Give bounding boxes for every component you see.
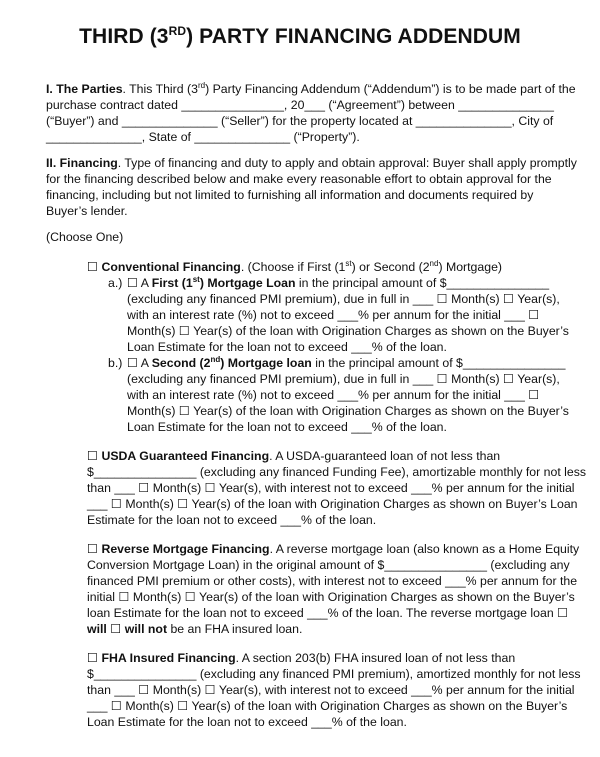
document-title: THIRD (3RD) PARTY FINANCING ADDENDUM (79, 24, 521, 48)
conventional-financing-option[interactable]: ☐ Conventional Financing. (Choose if First (1st) or Second (2nd) Mortgage) (87, 259, 503, 274)
list-marker-a: a.) (108, 276, 123, 290)
usda-line-3: than ___ ☐ Month(s) ☐ Year(s), with interest not to exceed ___% per annum for the initial (87, 481, 575, 495)
reverse-line-2: Conversion Mortgage Loan) in the original amount of $_______________ (excluding any (87, 558, 570, 572)
list-marker-b: b.) (108, 356, 123, 370)
checkbox-icon[interactable]: ☐ (87, 449, 102, 463)
first-mortgage-option[interactable]: ☐ A First (1st) Mortgage Loan in the principal amount of $_______________ (127, 275, 550, 290)
reverse-line-4: initial ☐ Month(s) ☐ Year(s) of the loan with Origination Charges as shown on the Buyer’s (87, 590, 575, 604)
financing-line-3: financing, including but not limited to furnishing all information and documents required by (46, 188, 534, 202)
checkbox-icon[interactable]: ☐ A (127, 356, 152, 370)
fha-financing-option[interactable]: ☐ FHA Insured Financing. A section 203(b) FHA insured loan of not less than (87, 651, 516, 665)
usda-line-2: $_______________ (excluding any financed Funding Fee), amortizable monthly for not less (87, 465, 587, 479)
fha-line-4: ___ ☐ Month(s) ☐ Year(s) of the loan with Origination Charges as shown on the Buyer’s (87, 699, 568, 713)
parties-line-1: I. The Parties. This Third (3rd) Party Financing Addendum (“Addendum”) is to be made part of the (46, 81, 576, 96)
first-mortgage-line-2: (excluding any financed PMI premium), due in full in ___ ☐ Month(s) ☐ Year(s), (127, 292, 560, 306)
fha-line-3: than ___ ☐ Month(s) ☐ Year(s), with interest not to exceed ___% per annum for the initial (87, 683, 575, 697)
checkbox-icon[interactable]: ☐ (87, 542, 102, 556)
reverse-mortgage-option[interactable]: ☐ Reverse Mortgage Financing. A reverse mortgage loan (also known as a Home Equity (87, 542, 580, 556)
reverse-line-5: loan Estimate for the loan not to exceed ___% of the loan. The reverse mortgage loan ☐ (87, 606, 569, 620)
first-mortgage-line-3: with an interest rate (%) not to exceed ___% per annum for the initial ___ ☐ (127, 308, 540, 322)
second-mortgage-line-5: Loan Estimate for the loan not to exceed ___% of the loan. (127, 420, 447, 434)
financing-line-2: for the financing described below and make every reasonable effort to obtain approval for the (46, 172, 552, 186)
parties-line-4: ______________, State of ______________ (“Property”). (46, 130, 360, 144)
first-mortgage-line-4: Month(s) ☐ Year(s) of the loan with Origination Charges as shown on the Buyer’s (127, 324, 569, 338)
parties-heading: I. The Parties (46, 82, 123, 96)
parties-line-3: (“Buyer”) and ______________ (“Seller”) for the property located at ______________, City of (46, 114, 554, 128)
financing-line-1: II. Financing. Type of financing and duty to apply and obtain approval: Buyer shall apply promptly (46, 156, 577, 170)
usda-line-5: Estimate for the loan not to exceed ___% of the loan. (87, 513, 377, 527)
usda-line-4: ___ ☐ Month(s) ☐ Year(s) of the loan with Origination Charges as shown on Buyer’s Loan (87, 497, 578, 511)
second-mortgage-line-2: (excluding any financed PMI premium), due in full in ___ ☐ Month(s) ☐ Year(s), (127, 372, 560, 386)
second-mortgage-line-3: with an interest rate (%) not to exceed ___% per annum for the initial ___ ☐ (127, 388, 540, 402)
fha-line-2: $_______________ (excluding any financed PMI premium), amortized monthly for not less (87, 667, 581, 681)
financing-line-4: Buyer’s lender. (46, 204, 128, 218)
second-mortgage-option[interactable]: ☐ A Second (2nd) Mortgage loan in the principal amount of $_______________ (127, 355, 566, 370)
parties-line-2: purchase contract dated _______________, 20___ (“Agreement”) between ______________ (46, 98, 554, 112)
checkbox-icon[interactable]: ☐ (87, 651, 102, 665)
reverse-line-3: financed PMI premium or other costs), with interest not to exceed ___% per annum for the (87, 574, 578, 588)
fha-line-5: Loan Estimate for the loan not to exceed ___% of the loan. (87, 715, 407, 729)
reverse-line-6: will ☐ will not be an FHA insured loan. (87, 622, 303, 636)
second-mortgage-line-4: Month(s) ☐ Year(s) of the loan with Origination Charges as shown on the Buyer’s (127, 404, 569, 418)
checkbox-icon[interactable]: ☐ (106, 622, 125, 636)
checkbox-icon[interactable]: ☐ A (127, 276, 152, 290)
checkbox-icon[interactable]: ☐ (87, 260, 102, 274)
choose-one-label: (Choose One) (46, 230, 124, 244)
first-mortgage-line-5: Loan Estimate for the loan not to exceed ___% of the loan. (127, 340, 447, 354)
usda-financing-option[interactable]: ☐ USDA Guaranteed Financing. A USDA-guaranteed loan of not less than (87, 449, 501, 463)
financing-heading: II. Financing (46, 156, 118, 170)
